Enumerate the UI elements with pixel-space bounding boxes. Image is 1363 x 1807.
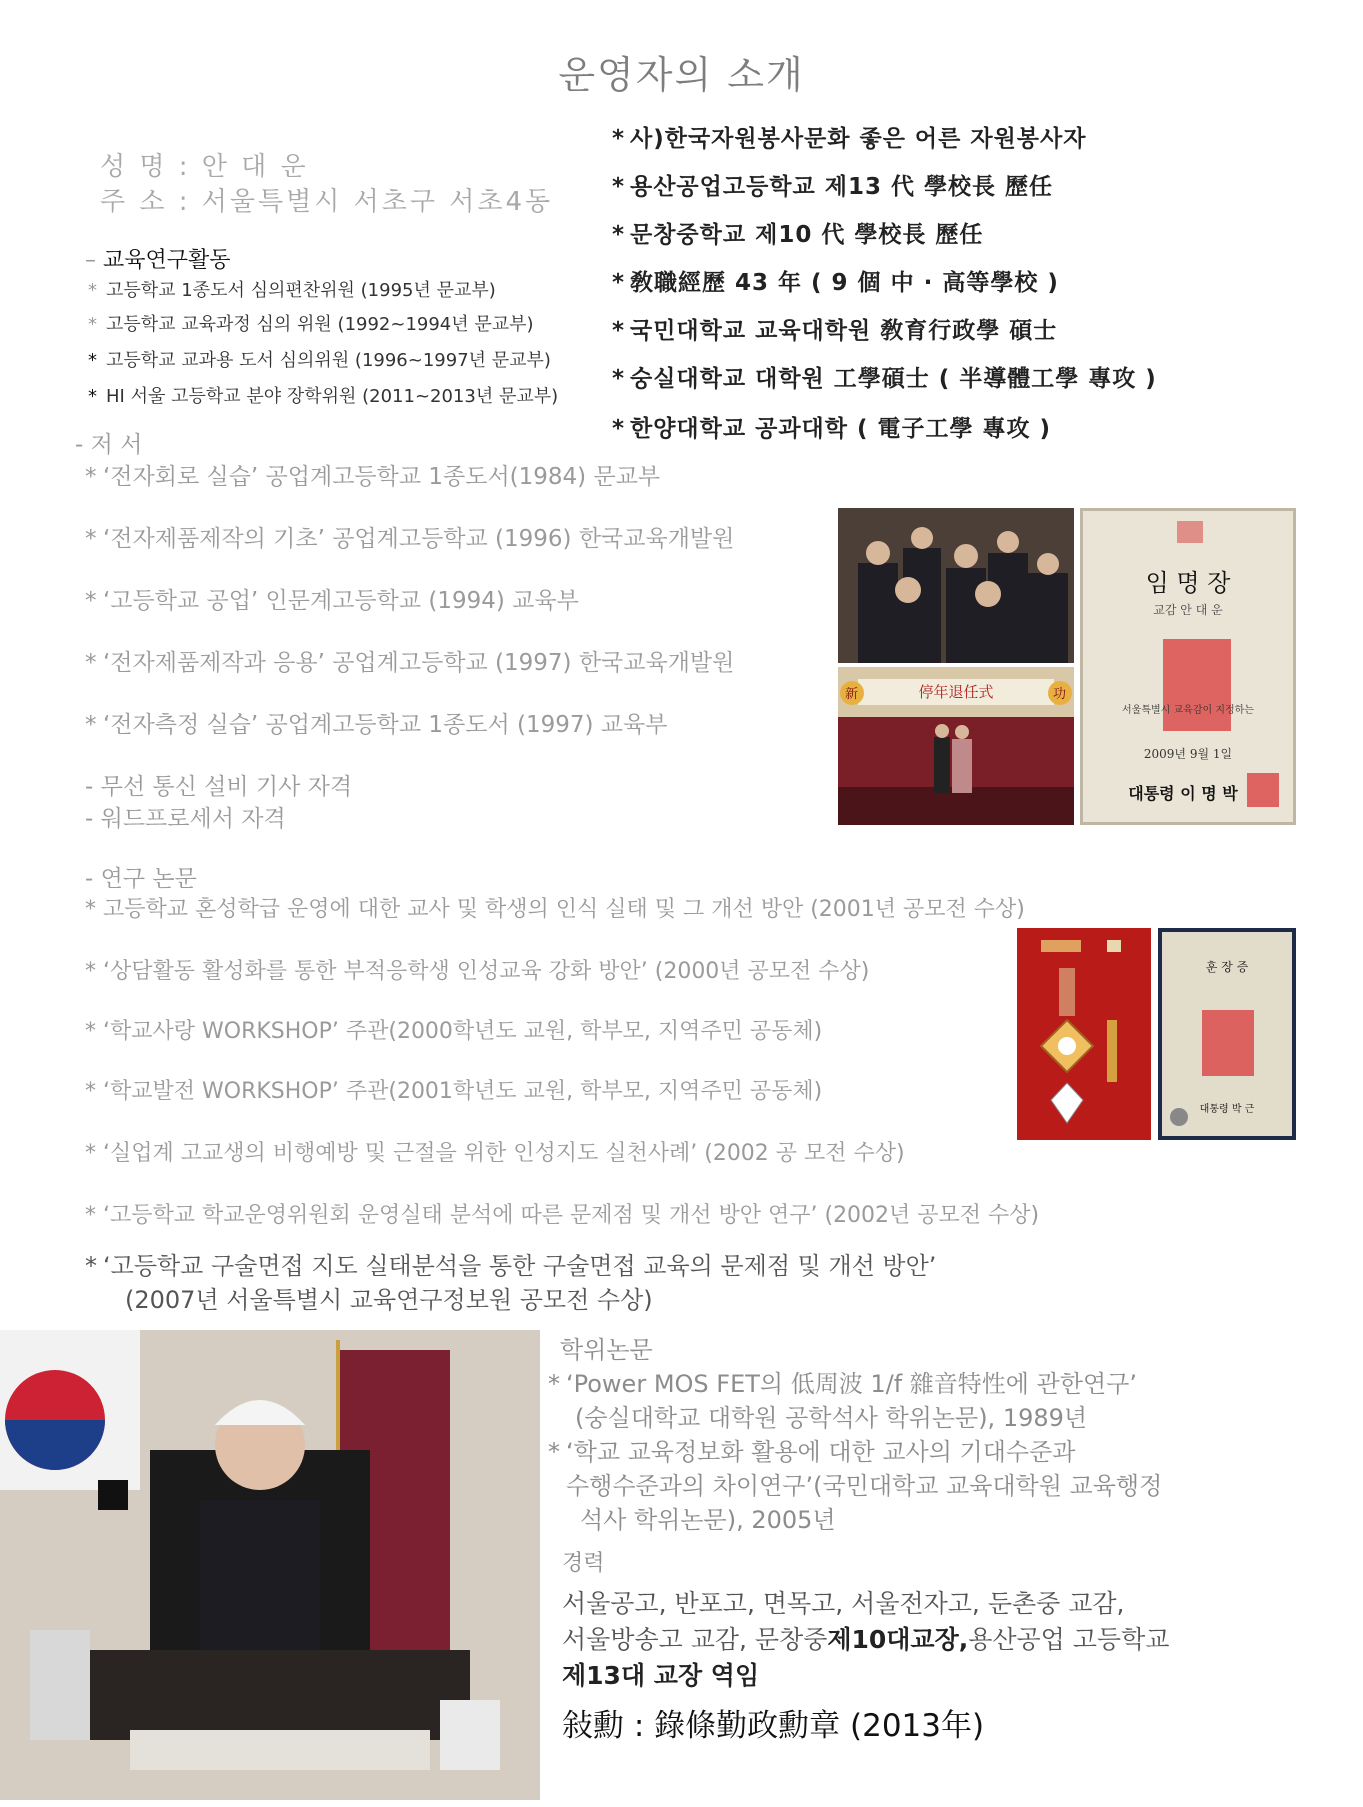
book-item: ‘전자제품제작과 응용’ 공업계고등학교 (1997) 한국교육개발원 bbox=[103, 650, 735, 676]
paper-item: ‘고등학교 구술면접 지도 실태분석을 통한 구술면접 교육의 문제점 및 개선 방안’ bbox=[103, 1252, 937, 1280]
degree-papers-heading: 학위논문 bbox=[560, 1336, 653, 1364]
medal-certificate-title: 훈 장 증 bbox=[1205, 960, 1249, 974]
paper-item: ‘학교사랑 WORKSHOP’ 주관(2000학년도 교원, 학부모, 지역주민 공동체) bbox=[103, 1019, 823, 1044]
paper-item: ‘학교발전 WORKSHOP’ 주관(2001학년도 교원, 학부모, 지역주민 공동체) bbox=[103, 1079, 823, 1104]
president-seal-icon bbox=[1247, 773, 1279, 807]
paper-item: ‘실업계 고교생의 비행예방 및 근절을 위한 인성지도 실천사례’ (2002 공 모전 수상) bbox=[103, 1141, 905, 1166]
stamp-icon bbox=[1170, 1108, 1188, 1126]
certificate-name: 교감 안 대 운 bbox=[1153, 603, 1223, 617]
books-heading: 저 서 bbox=[90, 432, 143, 458]
research-item: 고등학교 교육과정 심의 위원 (1992~1994년 문교부) bbox=[106, 314, 534, 335]
certificate-title: 임 명 장 bbox=[1145, 569, 1231, 597]
medal-photo bbox=[1017, 928, 1151, 1140]
profile-name: 성 명 : 안 대 운 bbox=[100, 152, 309, 182]
degree-paper-item: (숭실대학교 대학원 공학석사 학위논문), 1989년 bbox=[575, 1404, 1088, 1432]
group-people-illustration bbox=[838, 508, 1074, 663]
research-item: 고등학교 교과용 도서 심의위원 (1996~1997년 문교부) bbox=[106, 350, 551, 371]
certificate-date: 2009년 9월 1일 bbox=[1143, 747, 1233, 761]
medal-certificate-seal-icon bbox=[1202, 1010, 1254, 1076]
certificate-signature: 대통령 이 명 박 bbox=[1128, 784, 1238, 803]
experience-line: 서울방송고 교감, 문창중 bbox=[562, 1625, 828, 1654]
license-item: 무선 통신 설비 기사 자격 bbox=[100, 774, 353, 800]
paper-item: ‘상담활동 활성화를 통한 부적응학생 인성교육 강화 방안’ (2000년 공모전 수상) bbox=[103, 959, 870, 984]
stage-banner: 停年退任式 bbox=[918, 683, 994, 701]
medal-certificate-signature: 대통령 박 근 bbox=[1199, 1104, 1255, 1115]
office-illustration bbox=[0, 1330, 540, 1800]
career-item: 용산공업고등학교 제13 代 學校長 歷任 bbox=[630, 174, 1053, 200]
career-item: 숭실대학교 대학원 工學碩士 ( 半導體工學 專攻 ) bbox=[630, 366, 1157, 392]
experience-line: 제13대 교장 역임 bbox=[562, 1661, 760, 1690]
degree-paper-item: 석사 학위논문), 2005년 bbox=[580, 1506, 836, 1534]
research-item: 고등학교 1종도서 심의편찬위원 (1995년 문교부) bbox=[106, 280, 496, 301]
paper-item-continued: (2007년 서울특별시 교육연구정보원 공모전 수상) bbox=[125, 1286, 653, 1314]
stage-banner-right: 功 bbox=[1053, 687, 1067, 702]
stage-banner-left: 新 bbox=[845, 687, 859, 702]
paper-item: 고등학교 혼성학급 운영에 대한 교사 및 학생의 인식 실태 및 그 개선 방안 (2001년 공모전 수상) bbox=[103, 897, 1025, 922]
experience-line: 용산공업 고등학교 bbox=[968, 1625, 1170, 1654]
career-item: 敎職經歷 43 年 ( 9 個 中 · 高等學校 ) bbox=[630, 270, 1059, 296]
degree-paper-item: ‘Power MOS FET의 低周波 1/f 雜音特性에 관한연구’ bbox=[566, 1370, 1137, 1398]
decoration-line: 敍勳 : 錄條勤政勳章 (2013年) bbox=[562, 1708, 985, 1744]
degree-paper-item: ‘학교 교육정보화 활용에 대한 교사의 기대수준과 bbox=[566, 1438, 1076, 1466]
career-item: 문창중학교 제10 代 學校長 歷任 bbox=[630, 222, 984, 248]
experience-heading: 경력 bbox=[562, 1551, 605, 1576]
certificate-line: 서울특별시 교육감이 지정하는 bbox=[1122, 705, 1254, 716]
book-item: ‘전자회로 실습’ 공업계고등학교 1종도서(1984) 문교부 bbox=[103, 464, 661, 490]
retirement-stage-photo bbox=[838, 667, 1074, 825]
book-item: ‘고등학교 공업’ 인문계고등학교 (1994) 교육부 bbox=[103, 588, 579, 614]
page-title: 운영자의 소개 bbox=[558, 53, 805, 97]
career-item: 사)한국자원봉사문화 좋은 어른 자원봉사자 bbox=[630, 126, 1087, 152]
book-item: ‘전자측정 실습’ 공업계고등학교 1종도서 (1997) 교육부 bbox=[103, 712, 668, 738]
medal-illustration bbox=[1017, 928, 1151, 1140]
license-item: 워드프로세서 자격 bbox=[100, 806, 286, 832]
office-portrait-photo bbox=[0, 1330, 540, 1800]
papers-heading: 연구 논문 bbox=[100, 866, 197, 892]
paper-item: ‘고등학교 학교운영위원회 운영실태 분석에 따른 문제점 및 개선 방안 연구’ (2002년 공모전 수상) bbox=[103, 1203, 1040, 1228]
group-photo bbox=[838, 508, 1074, 663]
career-item: 한양대학교 공과대학 ( 電子工學 專攻 ) bbox=[630, 416, 1052, 442]
medal-certificate bbox=[1158, 928, 1296, 1140]
appointment-certificate bbox=[1080, 508, 1296, 825]
degree-paper-item: 수행수준과의 차이연구’(국민대학교 교육대학원 교육행정 bbox=[566, 1472, 1163, 1500]
emblem-icon bbox=[1177, 521, 1203, 543]
experience-line: 서울공고, 반포고, 면목고, 서울전자고, 둔촌중 교감, bbox=[562, 1589, 1125, 1618]
research-item: HI 서울 고등학교 분야 장학위원 (2011~2013년 문교부) bbox=[106, 386, 559, 407]
research-heading: 교육연구활동 bbox=[103, 248, 231, 273]
profile-address: 주 소 : 서울특별시 서초구 서초4동 bbox=[100, 187, 554, 217]
book-item: ‘전자제품제작의 기초’ 공업계고등학교 (1996) 한국교육개발원 bbox=[103, 526, 735, 552]
career-item: 국민대학교 교육대학원 敎育行政學 碩士 bbox=[630, 318, 1058, 344]
red-seal-icon bbox=[1163, 639, 1231, 731]
experience-highlight: 제10대교장, bbox=[827, 1625, 969, 1654]
